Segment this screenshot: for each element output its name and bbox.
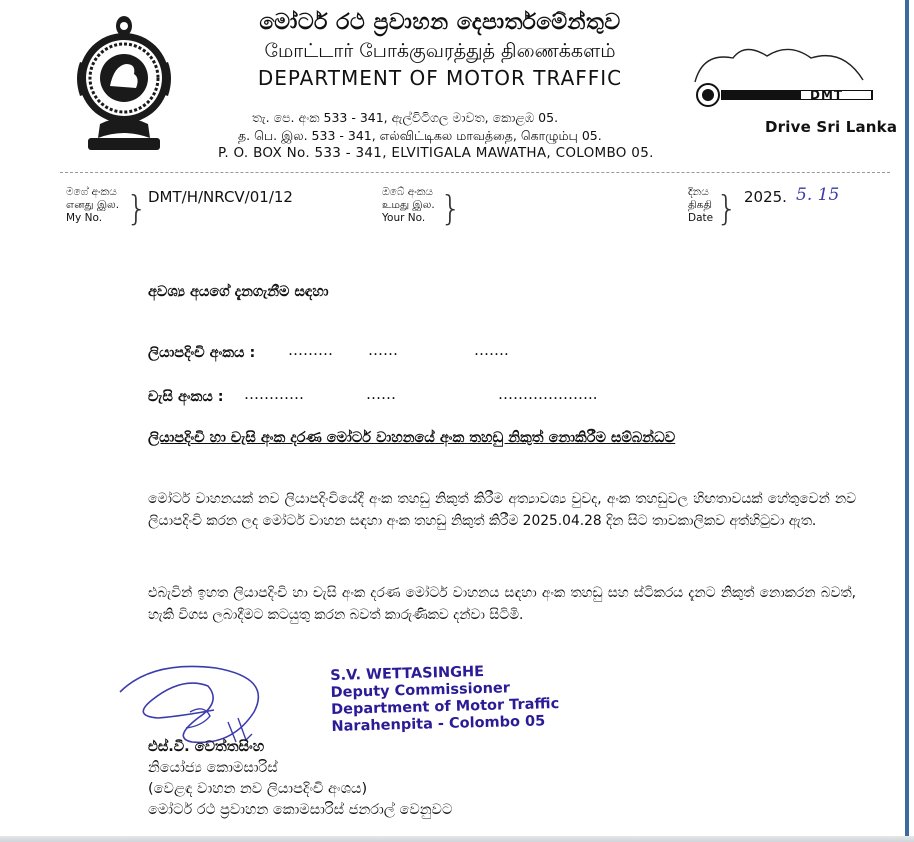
your-no-label: ඔබේ අංකය உமது இல. Your No. bbox=[382, 186, 435, 224]
registration-label: ලියාපදිංචි අංකය : bbox=[148, 345, 256, 361]
my-no-value: DMT/H/NRCV/01/12 bbox=[148, 188, 293, 206]
date-brace: } bbox=[716, 189, 738, 229]
registration-dots-3: ……. bbox=[474, 341, 509, 359]
date-year: 2025. bbox=[744, 188, 787, 206]
your-no-brace: } bbox=[440, 189, 462, 229]
address-tamil: த. பெ. இல. 533 - 341, எல்விட்டிகல மாவத்தை, கொழும்பு 05. bbox=[238, 128, 602, 143]
department-title-tamil: மோட்டார் போக்குவரத்துத் திணைக்களம் bbox=[264, 40, 616, 62]
signatory-behalf: මෝටර් රථ ප්‍රවාහන කොමසාරිස් ජනරාල් වෙනුවට bbox=[148, 802, 453, 818]
dmt-slogan: Drive Sri Lanka bbox=[765, 118, 898, 136]
body-paragraph-1: මෝටර් වාහනයක් නව ලියාපදිංචියේදී අංක තහඩු නිකුත් කිරීම අත්‍යාවශ්‍ය වුවද, අංක තහඩුවල හිඟතාවයක් හේතුවෙන් නව ලියාපදිංචි කරන ලද මෝටර් වාහන සඳහා අංක තහඩු නිකුත් කිරීම 2025.04.28 දින සිට තාවකාලිකව අත්හිටුවා ඇත. bbox=[148, 491, 856, 529]
chassis-label: චැසි අංකය : bbox=[148, 389, 224, 405]
date-handwritten: 5. 15 bbox=[796, 185, 840, 205]
department-title-sinhala: මෝටර් රථ ප්‍රවාහන දෙපාර්තමේන්තුව bbox=[259, 10, 621, 35]
dmt-logo-text: DMT bbox=[810, 88, 844, 102]
registration-dots-1: ……… bbox=[288, 341, 333, 359]
header-divider bbox=[60, 172, 890, 173]
scan-bottom-edge bbox=[0, 836, 914, 842]
signatory-name: එස්.වී. වෙත්තසිංහ bbox=[148, 739, 265, 755]
subject-line: ලියාපදිංචි හා චැසි අංක දරණ මෝටර් වාහනයේ අංක තහඩු නිකුත් නොකිරීම සම්බන්ධව bbox=[148, 430, 676, 446]
registration-dots-2: …… bbox=[368, 341, 398, 359]
stamp-title: Deputy Commissioner bbox=[330, 680, 511, 701]
stamp-name: S.V. WETTASINGHE bbox=[330, 663, 485, 684]
official-stamp bbox=[330, 662, 560, 736]
chassis-dots-2: …… bbox=[366, 385, 396, 403]
sri-lanka-emblem bbox=[70, 12, 178, 154]
my-no-brace: } bbox=[126, 189, 148, 229]
scan-edge bbox=[905, 0, 909, 842]
signatory-division: (වෙළඳ වාහන නව ලියාපදිංචි අංශය) bbox=[148, 781, 368, 797]
chassis-dots-3: ……………….. bbox=[498, 385, 598, 403]
address-english: P. O. BOX No. 533 - 341, ELVITIGALA MAWATHA, COLOMBO 05. bbox=[218, 145, 654, 161]
my-no-label: මගේ අංකය எனது இல. My No. bbox=[66, 186, 120, 224]
chassis-dots-1: ………… bbox=[244, 385, 304, 403]
body-paragraph-2: එබැවින් ඉහත ලියාපදිංචි හා චැසි අංක දරණ මෝටර් වාහනය සඳහා අංක තහඩු සහ ස්ටිකරය දැනට නිකුත් නොකරන බවත්, හැකි විගස ලබාදීමට කටයුතු කරන බවත් කාරුණිකව දන්වා සිටිමි. bbox=[148, 585, 856, 623]
stamp-department: Department of Motor Traffic bbox=[330, 696, 560, 718]
dmt-logo bbox=[693, 46, 883, 128]
department-title-english: DEPARTMENT OF MOTOR TRAFFIC bbox=[257, 66, 623, 90]
date-label: දිනය திகதி Date bbox=[688, 186, 714, 224]
address-sinhala: තැ. පෙ. අංක 533 - 341, ඇල්විටිගල මාවත, කොළඹ 05. bbox=[252, 110, 559, 125]
signatory-title: නියෝජ්‍ය කොමසාරිස් bbox=[148, 760, 278, 776]
addressee: අවශ්‍ය අයගේ දැනගැනීම සඳහා bbox=[148, 284, 329, 300]
stamp-location: Narahenpita - Colombo 05 bbox=[331, 713, 546, 735]
